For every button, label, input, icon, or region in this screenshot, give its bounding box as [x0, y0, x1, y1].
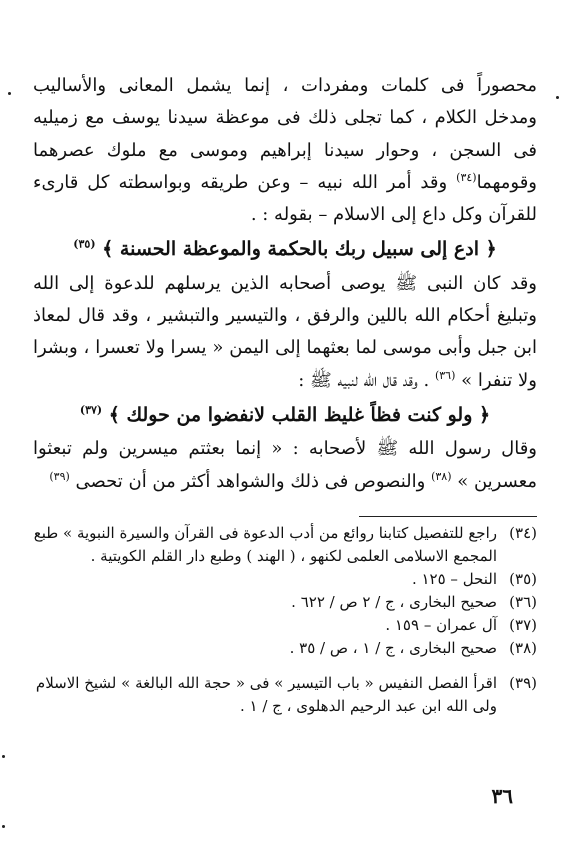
paragraph-1-end: وقد أمر الله نبيه – وعن طريقه وبواسطته كل قارىء للقرآن وكل داع إلى الاسلام – بقوله : . [33, 171, 537, 226]
footnote-ref-38: (٣٨) [431, 469, 452, 483]
footnote-37 [33, 614, 537, 637]
footnote-38 [33, 637, 537, 660]
footnote-number: (٣٦) [509, 593, 537, 611]
footnote-number: (٣٤) [509, 524, 537, 542]
footnote-number: (٣٧) [509, 616, 537, 634]
paragraph-2-text: وقد كان النبى ﷺ يوصى أصحابه الذين يرسلهم للدعوة إلى الله وتبليغ أحكام الله باللين والرفق ، والتيسير والتبشير ، وقد قال لمعاذ ابن جبل وأبى موسى لما بعثهما إلى اليمن « يسرا ولا تعسرا ، وبشرا ولا تنفرا » [33, 272, 537, 391]
footnote-ref-36: (٣٦) [434, 368, 456, 382]
paragraph-3-mid: والنصوص فى ذلك والشواهد أكثر من أن تحصى [75, 470, 426, 492]
footnote-text: اقرأ الفصل النفيس « باب التيسير » فى « حجة الله البالغة » لشيخ الاسلام ولى الله ابن عبد الرحيم الدهلوى ، ج / ١ . [35, 674, 497, 715]
footnote-36 [33, 591, 537, 614]
footnote-number: (٣٥) [509, 570, 537, 588]
scan-dot-mark [2, 825, 5, 828]
footnote-text: راجع للتفصيل كتابنا روائع من أدب الدعوة فى القرآن والسيرة النبوية » طبع المجمع الاسلامى العلمى لكنهو ، ( الهند ) وطبع دار القلم الكويتية . [33, 524, 497, 565]
verse-1-text: ﴿ ادع إلى سبيل ربك بالحكمة والموعظة الحسنة ﴾ [102, 238, 497, 261]
footnote-text: صحيح البخارى ، ج / ٢ ص / ٦٢٢ . [291, 593, 497, 611]
footnote-ref-39: (٣٩) [49, 469, 70, 483]
footnote-ref-37: (٣٧) [79, 403, 103, 417]
scan-dot-mark [2, 755, 5, 758]
paragraph-2 [33, 268, 537, 397]
footnote-35 [33, 568, 537, 591]
paragraph-1 [33, 70, 537, 231]
main-text [33, 70, 537, 498]
footnote-39 [33, 672, 537, 718]
footnote-number: (٣٨) [509, 639, 537, 657]
footnote-text: آل عمران – ١٥٩ . [385, 616, 497, 634]
page-number: ٣٦ [491, 784, 513, 808]
footnote-ref-35: (٣٥) [73, 238, 96, 252]
paragraph-3-text: وقال رسول الله ﷺ لأصحابه : « إنما بعثتم ميسرين ولم تبعثوا معسرين » [33, 438, 537, 492]
paragraph-3 [33, 433, 537, 498]
paragraph-1-text: محصوراً فى كلمات ومفردات ، إنما يشمل المعانى والأساليب ومدخل الكلام ، كما تجلى ذلك فى موعظة سيدنا يوسف مع زميليه فى السجن ، وحوار سيدنا إبراهيم وموسى مع ملوك عصرهما وقومهما [33, 75, 537, 193]
footnote-text: النحل – ١٢٥ . [411, 570, 497, 588]
quran-verse-2 [33, 399, 537, 431]
quran-verse-1 [33, 233, 537, 265]
footnote-divider [359, 516, 537, 517]
footnote-34 [33, 522, 537, 568]
footnote-number: (٣٩) [509, 674, 537, 692]
paragraph-2-end: . وقد قال الله لنبيه ﷺ : [298, 369, 430, 391]
footnote-ref-34: (٣٤) [456, 170, 477, 184]
verse-2-text: ﴿ ولو كنت فظاً غليظ القلب لانفضوا من حولك ﴾ [108, 403, 491, 426]
footnote-text: صحيح البخارى ، ج / ١ ، ص / ٣٥ . [289, 639, 497, 657]
scan-dot-mark [8, 92, 11, 95]
scan-dot-mark [556, 96, 559, 99]
footnotes [33, 522, 537, 718]
